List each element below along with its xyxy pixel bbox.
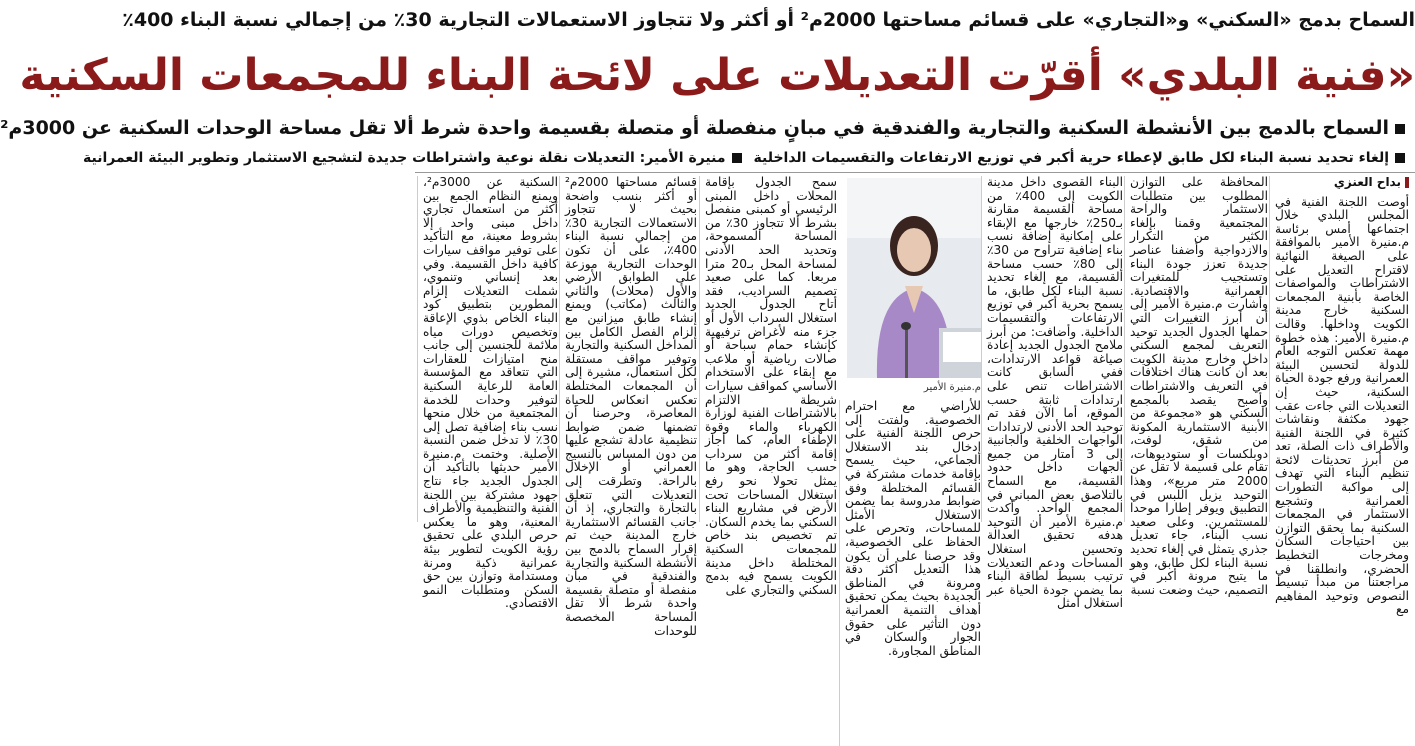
- column-text: أوصت اللجنة الفنية في المجلس البلدي خلال اجتماعها أمس برئاسة م.منيرة الأمير بالموافقة على الصيغة النهائية لاقتراح التعديل على الاشتراطات والمواصفات الخاصة بأبنية المجمعات السكنية خارج مدينة الكويت وداخلها. وقالت م.منيرة الأمير: هذه خطوة مهمة تعكس التوجه العام للدولة لتحسين البيئة العمرانية ورفع جودة الحياة السكنية، حيث إن التعديلات التي جاءت عقب جهود مكثفة ونقاشات كثيرة في اللجنة الفنية والأطراف ذات الصلة، تعد من أبرز تحديثات لائحة تنظيم البناء التي تهدف إلى مواكبة التطورات العمرانية وتشجيع الاستثمار في المجمعات السكنية بما يحقق التوازن بين احتياجات السكان ومخرجات التخطيط الحضري، وانطلقنا في مراجعتنا من مبدأ تبسيط النصوص وتوحيد المفاهيم مع: [1275, 194, 1409, 617]
- article-column-6: السكنية عن 3000م²، ويمنع النظام الجمع بين أكثر من استعمال تجاري داخل مبنى واحد إلا بشروط معينة، مع التأكيد على توفير مواقف سيارات كافية داخل القسيمة. وفي بعد إنساني وتنموي، شملت التعديلات إلزام المطورين بتطبيق كود البناء الخاص بذوي الإعاقة وتخصيص دورات مياه ملائمة للجنسين إلى جانب منح امتيازات للعقارات التي تتعاقد مع المؤسسة العامة للرعاية السكنية لتوفير وحدات للخدمة المجتمعية من خلال منحها نسب بناء إضافية تصل إلى 30٪ لا تدخل ضمن النسبة الأصلية. وختمت م.منيرة الأمير حديثها بالتأكيد أن الجدول الجديد جاء نتاج جهود مشتركة بين اللجنة الفنية والتنظيمية والأطراف المعنية، وهو ما يعكس حرص البلدي على تحقيق رؤية الكويت لتطوير بيئة عمرانية ذكية ومرنة ومستدامة وتوازن بين حق السكن ومتطلبات النمو الاقتصادي.: [423, 175, 558, 611]
- deck-line-1-text: السماح بالدمج بين الأنشطة السكنية والتجارية والفندقية في مبانٍ منفصلة أو متصلة بقسيمة واحدة شرط ألا تقل مساحة الوحدات السكنية عن 3000م²: [0, 117, 1389, 139]
- kicker-headline: السماح بدمج «السكني» و«التجاري» على قسائم مساحتها 2000م² أو أكثر ولا تتجاوز الاستعمالات التجارية 30٪ من إجمالي نسبة البناء 400٪: [122, 9, 1415, 31]
- article-column-2: المحافظة على التوازن المطلوب بين متطلبات الاستثمار والراحة المجتمعية وقمنا بإلغاء الكثير من التكرار والازدواجية وأضفنا عناصر جديدة تعزز جودة البناء وتستجيب للمتغيرات العمرانية والاقتصادية. وأشارت م.منيرة الأمير إلى أن أبرز التغييرات التي حملها الجدول الجديد توحيد التعريف لمجمع السكني داخل وخارج مدينة الكويت بعد أن كانت هناك اختلافات في التعريف والاشتراطات وأصبح يقصد بالمجمع السكني هو «مجموعة من الأبنية الاستثمارية المكونة من شقق، لوفت، دوبلكسات أو ستوديوهات، تقام على قسيمة لا تقل عن 2000 متر مربع»، وهذا التوحيد يزيل اللبس في التطبيق ويوفر إطارا موحدا للمستثمرين. وعلى صعيد نسب البناء، جاء تعديل جذري يتمثل في إلغاء تحديد نسبة البناء لكل طابق، وهو ما يتيح مرونة أكبر في التصميم، حيث وضعت نسبة: [1130, 175, 1268, 597]
- article-column-3: البناء القصوى داخل مدينة الكويت إلى 400٪ من مساحة القسيمة مقارنة بـ250٪ خارجها مع الإبقاء على إمكانية إضافة نسب بناء إضافية تتراوح من 30٪ إلى 80٪ حسب مساحة القسيمة، مع إلغاء تحديد نسبة البناء لكل طابق، ما يسمح بحرية أكبر في توزيع الارتفاعات والتقسيمات الداخلية. وأضافت: من أبرز ملامح الجدول الجديد إعادة صياغة قواعد الارتدادات، ففي السابق كانت الاشتراطات تنص على ارتدادات ثابتة حسب الموقع، أما الآن فقد تم توحيد الحد الأدنى لارتدادات الواجهات الخلفية والجانبية إلى 3 أمتار من جميع الجهات داخل حدود القسيمة، مع السماح بالتلاصق بعض المباني في المجمع الواحد. وأكدت م.منيرة الأمير أن التوحيد هدفه تحقيق العدالة وتحسين استغلال المساحات ودعم التعديلات ترتيب بسيط لطاقة البناء بما يضمن جودة الحياة عبر استغلال أمثل: [987, 175, 1123, 611]
- article-column-3b: للأراضي مع احترام الخصوصية. ولفتت إلى حرص اللجنة الفنية على إدخال بند الاستغلال الجماعي، حيث يسمح بإقامة خدمات مشتركة في القسائم المختلطة وفق ضوابط مدروسة بما يضمن الاستغلال الأمثل للمساحات، وتحرص على الحفاظ على الخصوصية، وقد حرصنا على أن يكون هذا التعديل أكثر دقة ومرونة في المناطق الجديدة بحيث يمكن تحقيق أهداف التنمية العمرانية دون التأثير على حقوق الجوار والسكان في المناطق المجاورة.: [845, 399, 981, 658]
- byline-bar-icon: [1405, 177, 1409, 188]
- portrait-photo-illustration: [847, 178, 981, 378]
- deck-item: [754, 146, 1405, 170]
- article-column-5: قسائم مساحتها 2000م² أو أكثر بنسب واضحة بحيث لا تتجاوز الاستعمالات التجارية 30٪ من إجمالي نسبة البناء 400٪، على أن تكون الوحدات التجارية موزعة على الطوابق الأرضي والأول (محلات) والثاني والثالث (مكاتب) ويمنع إنشاء طابق ميزانين مع إلزام الفصل الكامل بين المداخل السكنية والتجارية وتوفير مواقف مستقلة لكل استعمال، مشيرة إلى أن المجمعات المختلطة تعكس انعكاس للحياة المعاصرة، وحرصنا أن تضمنها ضمن ضوابط تنظيمية عادلة تشجع عليها من دون المساس بالنسيج العمراني أو الإخلال بالراحة. وتطرقت إلى التعديلات التي تتعلق بالتجارة والتجاري، إذ أن جانب القسائم الاستثمارية خارج المدينة حيث تم إقرار السماح بالدمج بين الأنشطة السكنية والتجارية والفندقية في مبان منفصلة أو متصلة بقسيمة واحدة شرط ألا تقل المساحة المخصصة للوحدات: [565, 175, 697, 638]
- bullet-square-icon: [1395, 153, 1405, 163]
- deck-line-1: [0, 114, 1405, 142]
- article-column-1: [1275, 175, 1409, 617]
- deck-item-text: منيرة الأمير: التعديلات نقلة نوعية واشتراطات جديدة لتشجيع الاستثمار وتطوير البيئة العمرانية: [83, 150, 726, 166]
- article-column-4: سمح الجدول بإقامة المحلات داخل المبنى الرئيسي أو كمبنى منفصل بشرط ألا تتجاوز 30٪ من المساحة المسموحة، وتحديد الحد الأدنى لمساحة المحل بـ20 مترا مربعا. كما على صعيد تصميم السراديب، فقد أتاح الجدول الجديد استغلال السرداب الأول أو جزء منه لأغراض ترفيهية كإنشاء حمام سباحة أو صالات رياضية أو ملاعب مع إبقاء على الاستخدام الأساسي كمواقف سيارات شريطة الالتزام بالاشتراطات الفنية لوزارة الكهرباء والماء وقوة الإطفاء العام، كما أجاز إقامة أكثر من سرداب حسب الحاجة، وهو ما يمثل تحولا نحو رفع استغلال المساحات تحت الأرض في مشاريع البناء السكني بما يخدم السكان. تم تخصيص بند خاص للمجمعات السكنية المختلطة داخل مدينة الكويت يسمح فيه بدمج السكني والتجاري على: [705, 175, 838, 597]
- main-headline: «فنية البلدي» أقرّت التعديلات على لائحة البناء للمجمعات السكنية: [19, 50, 1415, 101]
- byline: [1275, 176, 1409, 190]
- photo-caption: م.منيرة الأمير: [923, 382, 981, 393]
- portrait-photo: [847, 178, 981, 378]
- deck-item-text: إلغاء تحديد نسبة البناء لكل طابق لإعطاء حرية أكبر في توزيع الارتفاعات والتقسيمات الداخلية: [753, 150, 1389, 166]
- byline-text: بداح العنزي: [1333, 175, 1401, 189]
- divider: [415, 172, 1415, 173]
- deck-line-2: [83, 146, 1405, 170]
- deck-item: [83, 146, 742, 170]
- bullet-square-icon: [1395, 124, 1405, 134]
- bullet-square-icon: [732, 153, 742, 163]
